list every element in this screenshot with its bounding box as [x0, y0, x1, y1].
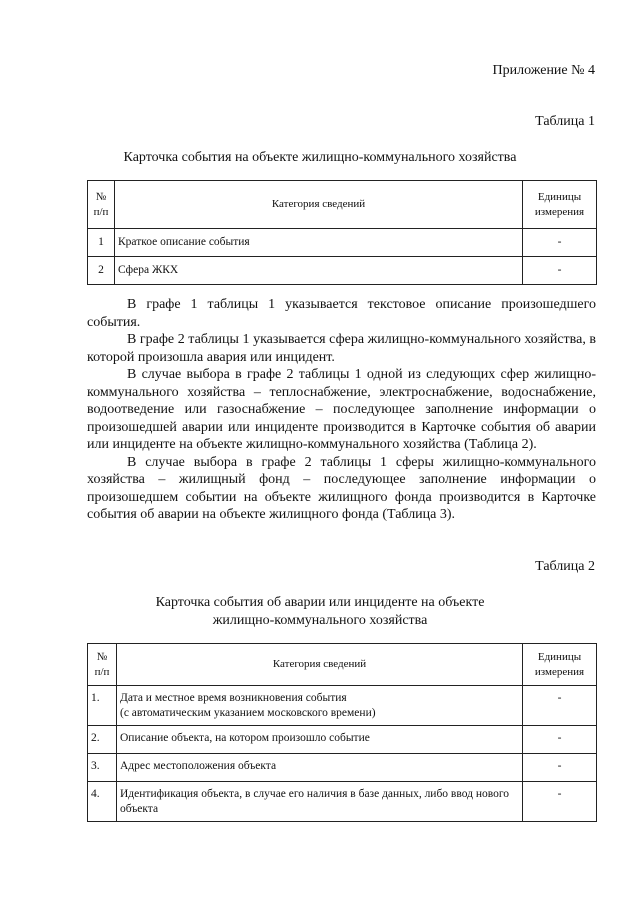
row-units: -: [523, 754, 597, 782]
paragraph: В графе 2 таблицы 1 указывается сфера жилищно-коммунального хозяйства, в которой произошла авария или инцидент.: [87, 332, 596, 365]
header-units: Единицы измерения: [523, 644, 597, 686]
row-category: Адрес местоположения объекта: [117, 754, 523, 782]
appendix-label: Приложение № 4: [492, 63, 595, 78]
table2-title-line1: Карточка события об аварии или инциденте на объекте: [155, 595, 485, 610]
table2: [87, 643, 597, 822]
paragraph: В случае выбора в графе 2 таблицы 1 сферы жилищно-коммунального хозяйства – жилищный фонд – последующее заполнение информации о произошедшем событии на объекте жилищного фонда производится в Карточке события об аварии на объекте жилищного фонда (Таблица 3).: [87, 454, 596, 522]
table2-header-row: [88, 644, 597, 686]
header-num: № п/п: [88, 181, 115, 229]
header-category: Категория сведений: [115, 181, 523, 229]
body-text: [87, 296, 596, 524]
row-category: Описание объекта, на котором произошло событие: [117, 726, 523, 754]
row-units: -: [523, 229, 597, 257]
table-row: [88, 229, 597, 257]
table1-header-row: [88, 181, 597, 229]
row-category: Сфера ЖКХ: [115, 257, 523, 285]
table1-label: Таблица 1: [535, 114, 595, 129]
row-num: 2.: [88, 726, 117, 754]
paragraph: В случае выбора в графе 2 таблицы 1 одной из следующих сфер жилищно-коммунального хозяйства – теплоснабжение, электроснабжение, водоснабжение, водоотведение или газоснабжение – последующее заполнение информации о произошедшей аварии или инциденте производится в Карточке события об аварии или инциденте на объекте жилищно-коммунального хозяйства (Таблица 2).: [87, 367, 596, 452]
header-category: Категория сведений: [117, 644, 523, 686]
table1-title: Карточка события на объекте жилищно-коммунального хозяйства: [123, 150, 517, 165]
table-row: [88, 726, 597, 754]
row-units: -: [523, 782, 597, 822]
row-num: 1: [88, 229, 115, 257]
header-units: Единицы измерения: [523, 181, 597, 229]
row-num: 2: [88, 257, 115, 285]
row-num: 1.: [88, 686, 117, 726]
row-num: 3.: [88, 754, 117, 782]
table-row: [88, 257, 597, 285]
row-num: 4.: [88, 782, 117, 822]
paragraph: В графе 1 таблицы 1 указывается текстовое описание произошедшего события.: [87, 297, 596, 330]
table2-label: Таблица 2: [535, 559, 595, 574]
table-row: [88, 686, 597, 726]
table2-title-line2: жилищно-коммунального хозяйства: [212, 613, 428, 628]
row-units: -: [523, 726, 597, 754]
row-units: -: [523, 686, 597, 726]
header-num: № п/п: [88, 644, 117, 686]
row-category: Идентификация объекта, в случае его наличия в базе данных, либо ввод нового объекта: [117, 782, 523, 822]
row-category: Дата и местное время возникновения события (с автоматическим указанием московского времени): [117, 686, 523, 726]
row-units: -: [523, 257, 597, 285]
row-category: Краткое описание события: [115, 229, 523, 257]
table-row: [88, 754, 597, 782]
table1: [87, 180, 597, 285]
table-row: [88, 782, 597, 822]
